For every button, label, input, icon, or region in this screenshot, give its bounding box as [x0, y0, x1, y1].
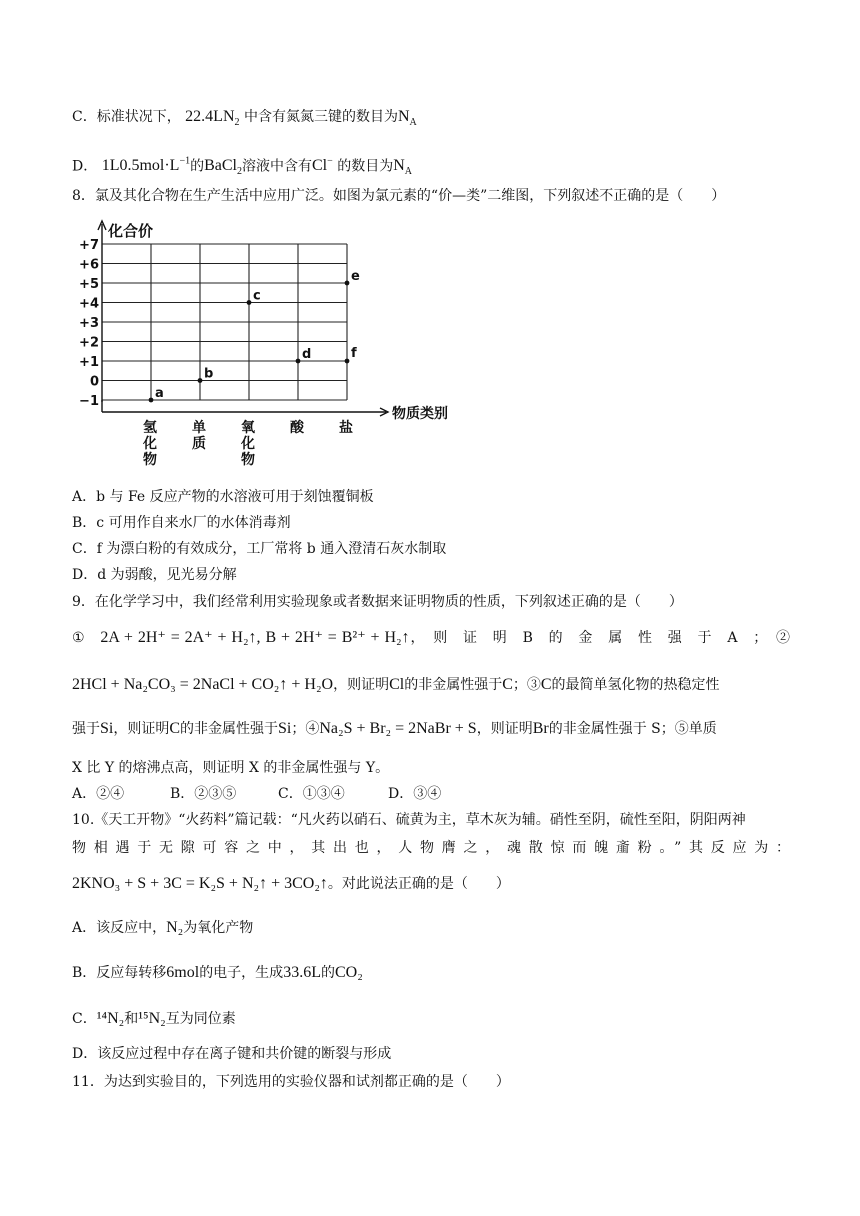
q9-l3-br: Br: [532, 720, 549, 737]
q7-d-na-sub: A: [404, 166, 412, 178]
q7-d-conc-sup: −1: [179, 156, 191, 167]
q10-b-co2: CO₂: [334, 964, 363, 981]
q7-c-formula-base: 22.4LN: [185, 108, 235, 125]
q7-c-na-base: N: [397, 108, 410, 125]
q10-a-text-1: A．该反应中，: [72, 920, 167, 936]
q7-d-bacl2-sub: 2: [236, 166, 242, 178]
q7-d-cl-sup: −: [327, 156, 333, 167]
q7-d-cl-base: Cl: [311, 157, 328, 175]
category-label-0-2: 物: [143, 452, 157, 468]
q9-l3-si2: Si: [278, 720, 292, 737]
q9-option-b: B．②③⑤: [170, 786, 237, 802]
point-c: [247, 300, 252, 305]
q9-stem: 9．在化学学习中，我们经常利用实验现象或者数据来证明物质的性质，下列叙述正确的是（ ）: [72, 594, 683, 610]
q7-c-na: [397, 108, 417, 129]
q9-option-d: D．③④: [388, 786, 442, 802]
point-d: [296, 359, 301, 364]
category-label-4-0: 盐: [339, 420, 353, 436]
q10-option-c: [72, 1009, 236, 1029]
point-label-b: b: [204, 366, 214, 382]
q9-l3-t6: 的非金属性强于 S；⑤单质: [548, 721, 717, 737]
q10-line-1: 10.《天工开物》“火药料”篇记载：“凡火药以硝石、硫黄为主，草木灰为辅。硝性至阴，硫性至阳，阴阳两神: [72, 812, 746, 828]
q9-l2-c: C: [502, 676, 513, 693]
q9-line-1-text: ， 则 证 明 B 的 金 属 性 强 于 A ； ②: [409, 630, 790, 646]
category-label-2-0: 氧: [241, 420, 255, 436]
point-label-f: f: [351, 346, 357, 361]
q7-c-label: C．: [72, 109, 97, 125]
q10-line-3: [72, 874, 510, 894]
q11-stem: 11．为达到实验目的，下列选用的实验仪器和试剂都正确的是（ ）: [72, 1074, 510, 1090]
q10-b-mol: 6mol: [166, 964, 200, 981]
q7-d-text-3: 的数目为: [337, 158, 394, 175]
category-label-1-0: 单: [192, 420, 206, 436]
q9-l3-si: Si: [100, 720, 114, 737]
y-tick-label-7: 0: [89, 374, 99, 390]
point-f: [345, 359, 350, 364]
q10-c-n15: ¹⁵N₂: [138, 1010, 166, 1027]
q9-line-1: [72, 628, 790, 648]
q10-c-text-1: 和: [124, 1011, 139, 1027]
q7-c-text-1: 标准状况下，: [96, 109, 181, 125]
q10-a-formula: N₂: [166, 919, 184, 936]
q9-l3-t2: ，则证明: [113, 721, 170, 737]
q10-equation: 2KNO₃ + S + 3C = K₂S + N₂↑ + 3CO₂↑: [72, 875, 328, 892]
valence-class-chart: [68, 218, 448, 482]
category-label-3-0: 酸: [290, 420, 304, 436]
point-label-e: e: [351, 269, 360, 284]
q7-d-text-1: 的: [190, 158, 205, 175]
point-label-c: c: [253, 288, 261, 304]
q7-d-text-2: 溶液中含有: [241, 158, 312, 175]
q10-c-text-2: 互为同位素: [165, 1011, 236, 1027]
q9-l2-t2: 的非金属性强于: [404, 677, 503, 693]
q7-d-na: [393, 157, 412, 178]
q9-marker-1: ①: [72, 630, 86, 646]
q9-line-4: X 比 Y 的熔沸点高，则证明 X 的非金属性强与 Y。: [72, 760, 390, 776]
q9-options: [72, 784, 441, 804]
q9-l3-t1: 强于: [72, 721, 100, 737]
q9-l2-c2: C: [540, 676, 552, 693]
q7-d-bacl2-base: BaCl: [204, 157, 237, 175]
y-tick-label-2: +5: [79, 277, 99, 292]
y-tick-label-8: −1: [79, 394, 99, 409]
q10-option-d: D．该反应过程中存在离子键和共价键的断裂与形成: [72, 1046, 392, 1062]
point-label-a: a: [155, 386, 164, 401]
y-tick-label-4: +3: [79, 316, 99, 331]
category-label-0-1: 化: [143, 436, 157, 452]
q9-option-a: A．②④: [72, 786, 125, 802]
q10-option-a: [72, 918, 253, 938]
q7-d-label: D．: [72, 158, 98, 175]
q10-b-text-3: 的: [320, 965, 335, 981]
q9-l2-t3: ；③: [512, 677, 541, 693]
category-label-2-2: 物: [241, 452, 255, 468]
q9-l2-t4: 的最简单氢化物的热稳定性: [551, 677, 720, 693]
q10-c-label: C．: [72, 1011, 97, 1027]
q10-b-text-1: B．反应每转移: [72, 965, 167, 981]
q10-c-n14: ¹⁴N₂: [96, 1010, 125, 1027]
q7-d-na-base: N: [393, 157, 405, 175]
y-axis-label: 化合价: [108, 222, 154, 240]
q9-l2-t1: ，则证明: [333, 677, 390, 693]
q9-line-3: [72, 719, 717, 739]
point-label-d: d: [302, 347, 312, 362]
q7-d-conc: [102, 157, 190, 174]
q7-c-na-sub: A: [409, 117, 417, 129]
q10-line-3-text: 。对此说法正确的是（ ）: [327, 876, 510, 892]
q9-l3-t4: ；④: [291, 721, 320, 737]
x-axis-label: 物质类别: [392, 406, 448, 422]
q7-c-text-2: 中含有氮氮三键的数目为: [243, 109, 398, 125]
q8-option-a: A．b 与 Fe 反应产物的水溶液可用于刻蚀覆铜板: [72, 489, 374, 505]
y-tick-label-5: +2: [79, 335, 99, 351]
q9-eq-2: 2HCl + Na₂CO₃ = 2NaCl + CO₂↑ + H₂O: [72, 676, 334, 693]
q9-eq-1: 2A + 2H⁺ = 2A⁺ + H₂↑, B + 2H⁺ = B²⁺ + H₂↑: [100, 629, 410, 646]
q7-option-d: [72, 152, 412, 183]
q8-stem: 8．氯及其化合物在生产生活中应用广泛。如图为氯元素的“价—类”二维图，下列叙述不正确的是（ ）: [72, 188, 726, 204]
q7-option-c: [72, 107, 417, 133]
q7-d-bacl2: [204, 157, 242, 178]
point-a: [149, 398, 154, 403]
q10-b-text-2: 的电子，生成: [199, 965, 284, 981]
y-tick-label-1: +6: [79, 257, 99, 273]
q9-line-2: [72, 675, 720, 695]
q9-l3-t5: ，则证明: [476, 721, 533, 737]
q10-option-b: [72, 963, 363, 983]
q9-l3-t3: 的非金属性强于: [180, 721, 279, 737]
category-label-0-0: 氢: [143, 420, 157, 436]
q8-option-b: B．c 可用作自来水厂的水体消毒剂: [72, 515, 291, 531]
y-tick-label-3: +4: [79, 296, 99, 312]
q10-b-volume: 33.6L: [283, 964, 321, 981]
q10-a-text-2: 为氧化产物: [183, 920, 254, 936]
y-tick-label-0: +7: [79, 238, 99, 253]
y-tick-label-6: +1: [79, 355, 99, 370]
q8-option-c: C．f 为漂白粉的有效成分，工厂常将 b 通入澄清石灰水制取: [72, 541, 447, 557]
q10-line-2: 物相遇于无隙可容之中，其出也，人物膺之，魂散惊而魄齑粉。”其反应为：: [72, 840, 790, 856]
q7-d-conc-base: 1L0.5mol·L: [101, 157, 180, 175]
q9-option-c: C．①③④: [278, 786, 345, 802]
q8-option-d: D．d 为弱酸，见光易分解: [72, 567, 237, 583]
q9-l3-c: C: [169, 720, 181, 737]
q9-l2-cl: Cl: [389, 676, 405, 693]
q7-c-formula: [185, 108, 240, 129]
category-label-1-1: 质: [192, 436, 206, 452]
category-label-2-1: 化: [241, 436, 255, 452]
point-b: [198, 378, 203, 383]
point-e: [345, 281, 350, 286]
q9-eq-3: Na₂S + Br₂ = 2NaBr + S: [319, 720, 477, 737]
q7-c-formula-sub: 2: [234, 117, 240, 129]
q7-d-cl: [312, 157, 333, 174]
